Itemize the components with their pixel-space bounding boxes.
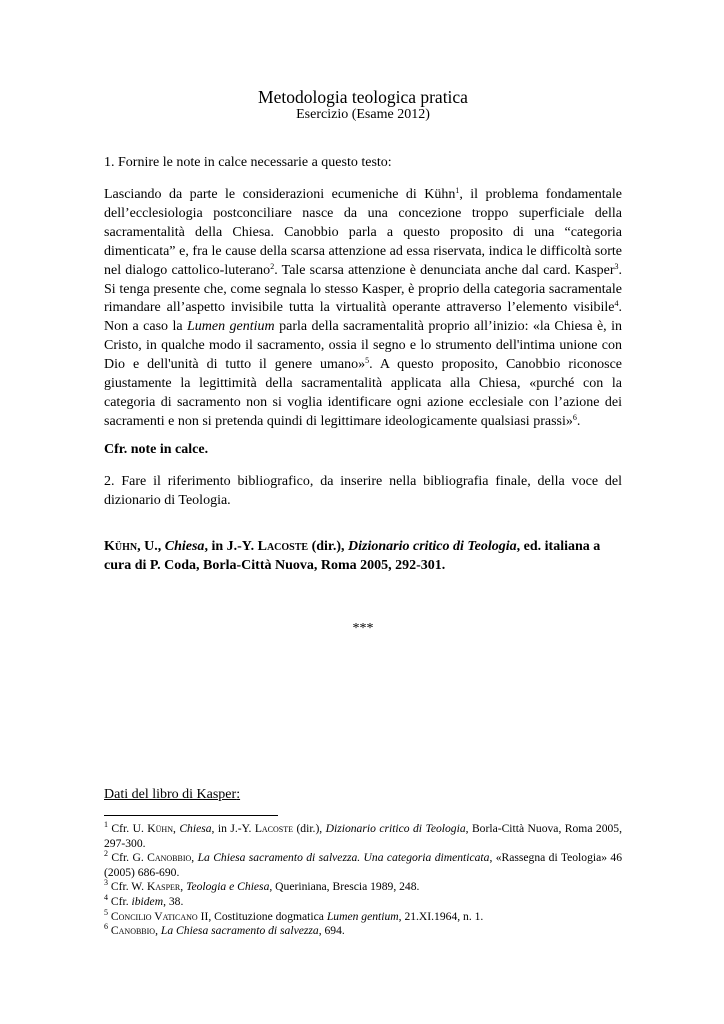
- footnote-2: [104, 851, 622, 880]
- footnote-5: [104, 907, 622, 925]
- fn-part: Lacoste: [254, 822, 294, 835]
- page-title: Metodologia teologica pratica: [258, 87, 468, 107]
- footnotes: [104, 822, 622, 939]
- biblio-entry-title: Chiesa: [164, 539, 205, 554]
- question-2: 2. Fare il riferimento bibliografico, da inserire nella bibliografia finale, della voce del dizionario di Teologia.: [104, 474, 622, 508]
- fn-part: Chiesa: [179, 822, 212, 835]
- question-1: 1. Fornire le note in calce necessarie a questo testo:: [104, 155, 392, 170]
- biblio-author: Kühn: [104, 539, 138, 554]
- text-part: . A questo proposito, Canobbio riconosce giustamente la legittimità della sacramentalità applicata alla Chiesa, «purché con la categoria di sacramento non si voglia identificare ogni azione ecclesiale con l’azione dei sacramenti e non si pretenda quindi di legittimare ideologicamente qualsiasi prassi»: [104, 357, 622, 429]
- footnote-1: [104, 822, 622, 851]
- section-separator: ***: [352, 621, 374, 636]
- text-part: .: [576, 413, 581, 429]
- biblio-part: , U.,: [137, 539, 165, 554]
- fn-part: ,: [191, 851, 198, 865]
- fn-part: , 21.XI.1964, n. 1.: [398, 909, 484, 923]
- biblio-part: , ed. italiana a cura di P. Coda, Borla-Città Nuova, Roma 2005, 292-301.: [104, 539, 601, 573]
- footnote-6: [104, 924, 622, 939]
- fn-part: Cfr. U.: [108, 822, 148, 835]
- fn-part: Lumen gentium: [326, 909, 399, 923]
- footnote-ref-6: 6: [572, 412, 577, 422]
- fn-part: (dir.),: [293, 822, 326, 835]
- fn-part: Kasper: [146, 880, 181, 894]
- footnote-ref-1: 1: [455, 186, 460, 195]
- fn-part: La Chiesa sacramento di salvezza: [160, 924, 319, 938]
- kasper-heading-colon: :: [236, 787, 241, 802]
- fn-part: ,: [155, 924, 161, 938]
- footnote-ref-5: 5: [365, 356, 370, 366]
- fn-part: La Chiesa sacramento di salvezza. Una categoria dimenticata: [197, 851, 490, 865]
- fn-part: , 694.: [318, 924, 345, 938]
- text-part: . Si tenga presente che, come segnala lo stesso Kasper, è proprio della categoria sacramentale rimandare all’aspetto invisibile tutta la virtualità operante attraverso l’elemento visibile: [104, 262, 622, 316]
- fn-part: Canobbio: [147, 851, 192, 865]
- footnote-number: 2: [104, 849, 108, 859]
- text-part: . Tale scarsa attenzione è denunciata anche dal card. Kasper: [274, 262, 615, 278]
- footnote-4: [104, 892, 622, 910]
- answer-1: Cfr. note in calce.: [104, 442, 209, 457]
- footnote-3: [104, 880, 622, 895]
- fn-part: Cfr.: [108, 894, 132, 908]
- footnote-ref-4: 4: [614, 299, 619, 309]
- fn-part: Dizionario critico di Teologia: [325, 822, 466, 835]
- fn-part: , Queriniana, Brescia 1989, 248.: [269, 880, 420, 894]
- biblio-work: Dizionario critico di Teologia: [348, 539, 517, 554]
- footnote-ref-3: 3: [614, 261, 619, 271]
- fn-part: Concilio Vaticano: [110, 909, 198, 923]
- fn-part: Cfr. W.: [108, 880, 147, 894]
- fn-part: ,: [173, 822, 180, 835]
- text-part: , il problema fondamentale dell’ecclesiologia postconciliare nasce da una concezione troppo superficiale della sacramentalità della Chiesa. Canobbio parla a questo proposito di una “categoria dimenticata” e, fra le cause della scarsa attenzione ad essa riservata, indica le difficoltà sorte nel dialogo cattolico-luterano: [104, 187, 622, 278]
- footnote-number: 3: [104, 878, 108, 888]
- fn-part: , «Rassegna di Teologia» 46 (2005) 686-690.: [104, 851, 623, 879]
- fn-part: , Borla-Città Nuova, Roma 2005, 297-300.: [104, 822, 622, 850]
- fn-part: Teologia e Chiesa: [186, 880, 270, 894]
- text-part: Lasciando da parte le considerazioni ecumeniche di Kühn: [104, 187, 456, 202]
- text-part: parla della sacramentalità proprio all’inizio: «la Chiesa è, in Cristo, in qualche modo il sacramento, ossia il segno e lo strumento dell'intima unione con Dio e dell'unità di tutto il genere umano»: [104, 319, 622, 373]
- footnote-number: 4: [104, 892, 108, 902]
- fn-part: ibidem: [131, 894, 164, 908]
- fn-part: Cfr. G.: [108, 851, 148, 865]
- biblio-editor: Lacoste: [257, 539, 309, 554]
- fn-part: , 38.: [163, 894, 184, 908]
- fn-part: II, Costituzione dogmatica: [197, 909, 327, 923]
- footnote-number: 5: [104, 907, 108, 917]
- footnote-number: 1: [104, 820, 108, 829]
- biblio-part: (dir.),: [308, 539, 349, 554]
- fn-part: Kühn: [147, 822, 173, 835]
- kasper-heading-text: Dati del libro di Kasper: [104, 787, 237, 802]
- lumen-gentium-title: Lumen gentium: [187, 319, 275, 335]
- fn-part: , in J.-Y.: [211, 822, 255, 835]
- biblio-part: , in J.-Y.: [204, 539, 258, 554]
- exercise-text: [104, 186, 622, 432]
- fn-part: Canobbio: [110, 924, 156, 938]
- footnote-rule: [104, 815, 278, 816]
- footnote-ref-2: 2: [270, 261, 275, 271]
- bibliographic-entry: [104, 537, 622, 575]
- text-part: . Non a caso la: [104, 300, 622, 335]
- fn-part: ,: [180, 880, 187, 894]
- page-subtitle: Esercizio (Esame 2012): [296, 107, 430, 122]
- kasper-heading: [104, 786, 622, 804]
- footnote-number: 6: [104, 922, 108, 932]
